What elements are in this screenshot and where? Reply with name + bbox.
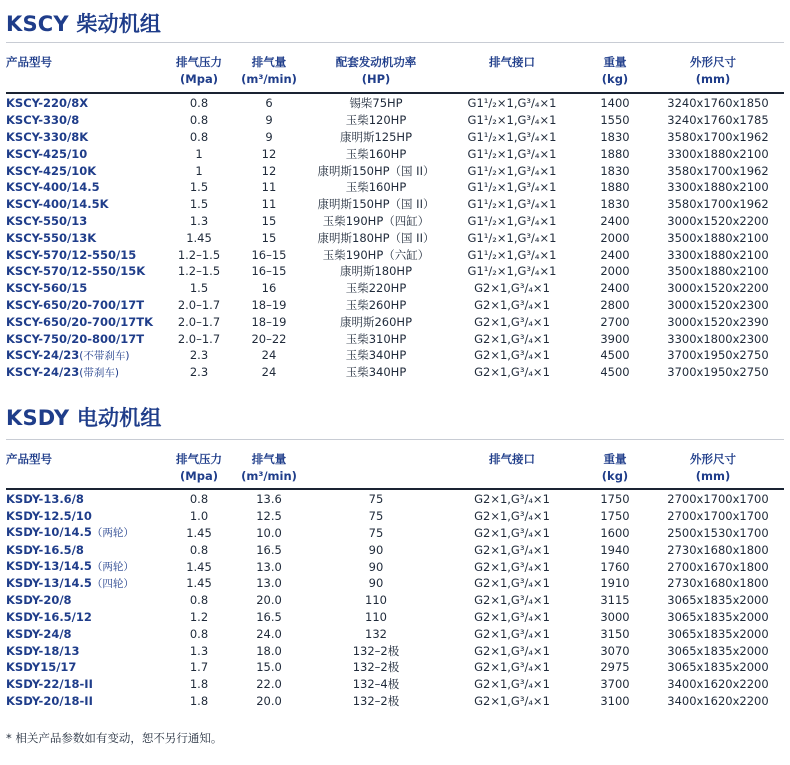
- table-row: [6, 347, 784, 364]
- model-code: KSDY-24/8: [6, 626, 72, 641]
- cell-size: 2700x1700x1700: [667, 492, 769, 507]
- model-code: KSCY-570/12-550/15: [6, 247, 137, 262]
- cell-outlet: G2×1,G³/₄×1: [474, 593, 550, 608]
- cell-flow: 15.0: [256, 660, 282, 675]
- cell-weight: 2975: [600, 660, 630, 675]
- cell-size: 3000x1520x2300: [667, 297, 769, 312]
- cell-flow: 6: [265, 96, 273, 111]
- header-size: 外形尺寸 (mm): [690, 452, 736, 483]
- header-outlet: 排气接口: [489, 452, 535, 466]
- table-row: [6, 162, 784, 179]
- cell-pressure: 2.0–1.7: [177, 314, 221, 329]
- cell-size: 2730x1680x1800: [667, 542, 769, 557]
- cell-model: [6, 280, 166, 297]
- cell-size: 3500x1880x2100: [667, 264, 769, 279]
- cell-power: 康明斯125HP: [339, 129, 413, 144]
- cell-outlet: G1¹/₂×1,G³/₄×1: [467, 129, 557, 144]
- cell-power: 132–2极: [352, 660, 400, 675]
- cell-weight: 1600: [600, 525, 630, 540]
- table-row: [6, 246, 784, 263]
- cell-size: 3700x1950x2750: [667, 365, 769, 380]
- cell-size: 3000x1520x2200: [667, 281, 769, 296]
- table-row: [6, 263, 784, 280]
- cell-outlet: G1¹/₂×1,G³/₄×1: [467, 197, 557, 212]
- cell-flow: 12.5: [256, 509, 282, 524]
- cell-weight: 2400: [600, 281, 630, 296]
- model-code: KSCY-24/23: [6, 347, 80, 362]
- cell-pressure: 2.3: [189, 365, 209, 380]
- cell-pressure: 0.8: [189, 492, 209, 507]
- cell-size: 3000x1520x2390: [667, 314, 769, 329]
- table-row: [6, 364, 784, 381]
- cell-weight: 3000: [600, 609, 630, 624]
- cell-power: 132–2极: [352, 643, 400, 658]
- cell-power: 132–2极: [352, 693, 400, 708]
- header-pressure: 排气压力 (Mpa): [176, 452, 222, 483]
- cell-pressure: 1: [195, 163, 203, 178]
- cell-weight: 2000: [600, 264, 630, 279]
- cell-power: 90: [368, 542, 384, 557]
- model-code: KSCY-24/23: [6, 364, 80, 379]
- cell-model: [6, 313, 166, 330]
- header-flow: 排气量 (m³/min): [241, 452, 297, 483]
- cell-pressure: 1: [195, 146, 203, 161]
- cell-flow: 16–15: [251, 264, 287, 279]
- cell-power: 玉柴340HP: [345, 348, 407, 363]
- table-row: [6, 280, 784, 297]
- cell-size: 3065x1835x2000: [667, 660, 769, 675]
- cell-model: [6, 179, 166, 196]
- cell-outlet: G1¹/₂×1,G³/₄×1: [467, 146, 557, 161]
- cell-weight: 3070: [600, 643, 630, 658]
- model-note: (带刹车): [79, 366, 119, 379]
- header-rule: [6, 92, 784, 94]
- cell-pressure: 1.7: [189, 660, 209, 675]
- cell-model: [6, 642, 166, 659]
- cell-flow: 20–22: [251, 331, 287, 346]
- cell-model: [6, 508, 166, 525]
- cell-outlet: G2×1,G³/₄×1: [474, 693, 550, 708]
- table-row: [6, 592, 784, 609]
- cell-size: 3700x1950x2750: [667, 348, 769, 363]
- cell-pressure: 0.8: [189, 96, 209, 111]
- cell-weight: 1750: [600, 509, 630, 524]
- cell-power: 康明斯150HP（国 II）: [317, 197, 435, 212]
- cell-model: [6, 229, 166, 246]
- model-code: KSDY-13/14.5: [6, 575, 92, 590]
- cell-outlet: G1¹/₂×1,G³/₄×1: [467, 264, 557, 279]
- cell-weight: 2400: [600, 213, 630, 228]
- cell-power: 康明斯260HP: [339, 314, 413, 329]
- cell-flow: 16.5: [256, 542, 282, 557]
- table-row: [6, 213, 784, 230]
- cell-size: 3580x1700x1962: [667, 163, 769, 178]
- cell-outlet: G2×1,G³/₄×1: [474, 314, 550, 329]
- cell-model: [6, 592, 166, 609]
- cell-outlet: G2×1,G³/₄×1: [474, 559, 550, 574]
- cell-model: [6, 609, 166, 626]
- header-flow: 排气量 (m³/min): [241, 55, 297, 86]
- cell-pressure: 2.0–1.7: [177, 331, 221, 346]
- model-code: KSCY-560/15: [6, 281, 88, 296]
- model-code: KSCY-220/8X: [6, 96, 89, 111]
- cell-pressure: 1.5: [189, 281, 209, 296]
- cell-weight: 4500: [600, 365, 630, 380]
- cell-pressure: 1.2: [189, 609, 209, 624]
- model-code: KSCY-425/10K: [6, 163, 97, 178]
- model-code: KSCY-425/10: [6, 146, 88, 161]
- cell-model: [6, 659, 166, 676]
- model-code: KSCY-550/13K: [6, 230, 97, 245]
- cell-flow: 24.0: [256, 626, 282, 641]
- cell-weight: 4500: [600, 348, 630, 363]
- cell-pressure: 1.8: [189, 677, 209, 692]
- cell-flow: 12: [261, 163, 277, 178]
- cell-pressure: 0.8: [189, 593, 209, 608]
- cell-flow: 13.6: [256, 492, 282, 507]
- model-code: KSDY-16.5/8: [6, 542, 84, 557]
- cell-weight: 1910: [600, 576, 630, 591]
- cell-flow: 10.0: [256, 525, 282, 540]
- cell-power: 玉柴260HP: [345, 297, 407, 312]
- cell-size: 2500x1530x1700: [667, 525, 769, 540]
- cell-power: 玉柴220HP: [345, 281, 407, 296]
- cell-weight: 3115: [600, 593, 630, 608]
- cell-power: 锡柴75HP: [349, 96, 403, 111]
- cell-size: 2700x1670x1800: [667, 559, 769, 574]
- cell-weight: 3700: [600, 677, 630, 692]
- cell-size: 3240x1760x1785: [667, 113, 769, 128]
- cell-pressure: 1.45: [186, 576, 212, 591]
- model-code: KSCY-550/13: [6, 213, 88, 228]
- model-code: KSDY-20/18-II: [6, 693, 93, 708]
- table-row: [6, 642, 784, 659]
- cell-size: 3240x1760x1850: [667, 96, 769, 111]
- cell-power: 玉柴120HP: [345, 113, 407, 128]
- model-code: KSDY15/17: [6, 660, 77, 675]
- model-note: （两轮）: [91, 527, 134, 540]
- cell-size: 3580x1700x1962: [667, 197, 769, 212]
- table-row: [6, 625, 784, 642]
- cell-power: 75: [368, 492, 384, 507]
- cell-weight: 1750: [600, 492, 630, 507]
- cell-model: [6, 196, 166, 213]
- cell-pressure: 1.45: [186, 525, 212, 540]
- cell-pressure: 1.2–1.5: [177, 264, 221, 279]
- cell-model: [6, 246, 166, 263]
- cell-power: 玉柴190HP（六缸）: [322, 247, 430, 262]
- cell-outlet: G2×1,G³/₄×1: [474, 677, 550, 692]
- cell-weight: 2700: [600, 314, 630, 329]
- cell-flow: 24: [261, 348, 277, 363]
- model-code: KSCY-650/20-700/17T: [6, 297, 145, 312]
- model-note: （两轮）: [91, 561, 134, 574]
- cell-power: 90: [368, 576, 384, 591]
- cell-flow: 20.0: [256, 593, 282, 608]
- model-code: KSDY-12.5/10: [6, 509, 92, 524]
- section-title-kscy: KSCY 柴动机组: [6, 12, 162, 36]
- table-row: [6, 693, 784, 710]
- header-model: 产品型号: [6, 55, 52, 69]
- cell-flow: 16.5: [256, 609, 282, 624]
- cell-size: 3400x1620x2200: [667, 693, 769, 708]
- cell-model: [6, 693, 166, 710]
- table-row: [6, 575, 784, 592]
- cell-pressure: 0.8: [189, 626, 209, 641]
- cell-outlet: G2×1,G³/₄×1: [474, 626, 550, 641]
- cell-size: 3500x1880x2100: [667, 230, 769, 245]
- cell-model: [6, 213, 166, 230]
- table-row: [6, 558, 784, 575]
- table-row: [6, 229, 784, 246]
- cell-weight: 1880: [600, 146, 630, 161]
- cell-weight: 1880: [600, 180, 630, 195]
- cell-size: 3065x1835x2000: [667, 626, 769, 641]
- section-divider: [6, 42, 784, 43]
- cell-outlet: G2×1,G³/₄×1: [474, 348, 550, 363]
- cell-outlet: G2×1,G³/₄×1: [474, 609, 550, 624]
- section-title-ksdy: KSDY 电动机组: [6, 406, 162, 430]
- cell-model: [6, 676, 166, 693]
- table-row: [6, 95, 784, 112]
- table-row: [6, 541, 784, 558]
- cell-outlet: G1¹/₂×1,G³/₄×1: [467, 230, 557, 245]
- model-code: KSDY-10/14.5: [6, 525, 92, 540]
- cell-flow: 18–19: [251, 297, 287, 312]
- cell-size: 3300x1880x2100: [667, 146, 769, 161]
- cell-outlet: G2×1,G³/₄×1: [474, 281, 550, 296]
- cell-power: 110: [365, 593, 387, 608]
- cell-outlet: G2×1,G³/₄×1: [474, 297, 550, 312]
- footnote: * 相关产品参数如有变动，恕不另行通知。: [6, 731, 223, 745]
- model-code: KSDY-13/14.5: [6, 559, 92, 574]
- table-row: [6, 313, 784, 330]
- cell-pressure: 0.8: [189, 113, 209, 128]
- table-row: [6, 659, 784, 676]
- header-size: 外形尺寸 (mm): [690, 55, 736, 86]
- cell-weight: 2000: [600, 230, 630, 245]
- cell-weight: 1760: [600, 559, 630, 574]
- cell-weight: 1400: [600, 96, 630, 111]
- cell-size: 2700x1700x1700: [667, 509, 769, 524]
- cell-outlet: G2×1,G³/₄×1: [474, 331, 550, 346]
- cell-model: [6, 491, 166, 508]
- cell-flow: 9: [265, 129, 273, 144]
- cell-size: 3400x1620x2200: [667, 677, 769, 692]
- cell-size: 3300x1800x2300: [667, 331, 769, 346]
- cell-outlet: G1¹/₂×1,G³/₄×1: [467, 213, 557, 228]
- cell-outlet: G1¹/₂×1,G³/₄×1: [467, 247, 557, 262]
- model-code: KSCY-750/20-800/17T: [6, 331, 145, 346]
- cell-weight: 1830: [600, 163, 630, 178]
- model-code: KSDY-20/8: [6, 593, 72, 608]
- cell-model: [6, 625, 166, 642]
- model-code: KSDY-13.6/8: [6, 492, 84, 507]
- cell-outlet: G1¹/₂×1,G³/₄×1: [467, 96, 557, 111]
- model-code: KSDY-16.5/12: [6, 609, 92, 624]
- cell-pressure: 1.2–1.5: [177, 247, 221, 262]
- cell-weight: 2800: [600, 297, 630, 312]
- cell-weight: 3100: [600, 693, 630, 708]
- cell-weight: 3900: [600, 331, 630, 346]
- cell-pressure: 1.0: [189, 509, 209, 524]
- cell-model: [6, 162, 166, 179]
- cell-size: 3065x1835x2000: [667, 643, 769, 658]
- cell-outlet: G1¹/₂×1,G³/₄×1: [467, 180, 557, 195]
- cell-power: 康明斯180HP（国 II）: [317, 230, 435, 245]
- cell-outlet: G2×1,G³/₄×1: [474, 643, 550, 658]
- model-code: KSCY-650/20-700/17TK: [6, 314, 153, 329]
- cell-power: 75: [368, 509, 384, 524]
- cell-flow: 22.0: [256, 677, 282, 692]
- header-weight: 重量 (kg): [601, 55, 629, 86]
- table-row: [6, 676, 784, 693]
- table-row: [6, 145, 784, 162]
- cell-power: 75: [368, 525, 384, 540]
- cell-weight: 2400: [600, 247, 630, 262]
- cell-flow: 15: [261, 230, 277, 245]
- cell-model: [6, 330, 166, 347]
- cell-model: [6, 95, 166, 112]
- header-rule: [6, 488, 784, 490]
- header-model: 产品型号: [6, 452, 52, 466]
- cell-outlet: G1¹/₂×1,G³/₄×1: [467, 163, 557, 178]
- cell-power: 康明斯150HP（国 II）: [317, 163, 435, 178]
- cell-power: 玉柴160HP: [345, 180, 407, 195]
- model-code: KSCY-330/8K: [6, 129, 89, 144]
- table-row: [6, 196, 784, 213]
- cell-model: [6, 558, 166, 575]
- model-code: KSCY-330/8: [6, 113, 80, 128]
- cell-power: 90: [368, 559, 384, 574]
- cell-flow: 16–15: [251, 247, 287, 262]
- cell-flow: 13.0: [256, 559, 282, 574]
- model-code: KSDY-18/13: [6, 643, 80, 658]
- cell-power: 康明斯180HP: [339, 264, 413, 279]
- cell-pressure: 1.5: [189, 197, 209, 212]
- header-weight: 重量 (kg): [601, 452, 629, 483]
- cell-pressure: 0.8: [189, 129, 209, 144]
- cell-model: [6, 297, 166, 314]
- cell-flow: 18–19: [251, 314, 287, 329]
- ksdy-table: [6, 491, 784, 709]
- cell-model: [6, 347, 166, 364]
- cell-outlet: G2×1,G³/₄×1: [474, 660, 550, 675]
- header-power: 配套发动机功率 (HP): [335, 55, 417, 86]
- cell-power: 玉柴340HP: [345, 365, 407, 380]
- table-row: [6, 609, 784, 626]
- table-row: [6, 179, 784, 196]
- cell-outlet: G2×1,G³/₄×1: [474, 525, 550, 540]
- table-row: [6, 525, 784, 542]
- cell-power: 玉柴310HP: [345, 331, 407, 346]
- cell-power: 132–4极: [352, 677, 400, 692]
- cell-pressure: 1.8: [189, 693, 209, 708]
- table-row: [6, 297, 784, 314]
- cell-flow: 18.0: [256, 643, 282, 658]
- cell-flow: 12: [261, 146, 277, 161]
- cell-weight: 1550: [600, 113, 630, 128]
- cell-pressure: 1.3: [189, 213, 209, 228]
- cell-model: [6, 525, 166, 542]
- cell-flow: 9: [265, 113, 273, 128]
- table-row: [6, 330, 784, 347]
- header-pressure: 排气压力 (Mpa): [176, 55, 222, 86]
- cell-size: 3300x1880x2100: [667, 247, 769, 262]
- cell-pressure: 0.8: [189, 542, 209, 557]
- cell-size: 2730x1680x1800: [667, 576, 769, 591]
- cell-outlet: G2×1,G³/₄×1: [474, 365, 550, 380]
- model-code: KSCY-400/14.5K: [6, 197, 109, 212]
- cell-weight: 1830: [600, 129, 630, 144]
- cell-power: 110: [365, 609, 387, 624]
- cell-size: 3300x1880x2100: [667, 180, 769, 195]
- cell-model: [6, 263, 166, 280]
- cell-power: 玉柴190HP（四缸）: [322, 213, 430, 228]
- cell-flow: 13.0: [256, 576, 282, 591]
- cell-pressure: 1.45: [186, 230, 212, 245]
- cell-model: [6, 364, 166, 381]
- table-row: [6, 112, 784, 129]
- cell-model: [6, 145, 166, 162]
- cell-weight: 1830: [600, 197, 630, 212]
- cell-outlet: G2×1,G³/₄×1: [474, 576, 550, 591]
- kscy-table: [6, 95, 784, 381]
- table-row: [6, 129, 784, 146]
- cell-outlet: G2×1,G³/₄×1: [474, 542, 550, 557]
- model-note: （四轮）: [91, 577, 134, 590]
- cell-flow: 11: [261, 197, 277, 212]
- cell-power: 玉柴160HP: [345, 146, 407, 161]
- cell-size: 3065x1835x2000: [667, 593, 769, 608]
- cell-outlet: G2×1,G³/₄×1: [474, 509, 550, 524]
- table-row: [6, 491, 784, 508]
- cell-model: [6, 129, 166, 146]
- model-code: KSCY-570/12-550/15K: [6, 264, 146, 279]
- model-code: KSCY-400/14.5: [6, 180, 100, 195]
- table-row: [6, 508, 784, 525]
- section-divider: [6, 439, 784, 440]
- cell-model: [6, 575, 166, 592]
- cell-power: 132: [365, 626, 387, 641]
- cell-model: [6, 541, 166, 558]
- cell-pressure: 2.0–1.7: [177, 297, 221, 312]
- cell-flow: 16: [261, 281, 277, 296]
- cell-size: 3065x1835x2000: [667, 609, 769, 624]
- cell-size: 3580x1700x1962: [667, 129, 769, 144]
- model-code: KSDY-22/18-II: [6, 677, 93, 692]
- cell-weight: 1940: [600, 542, 630, 557]
- cell-pressure: 1.3: [189, 643, 209, 658]
- cell-flow: 11: [261, 180, 277, 195]
- header-outlet: 排气接口: [489, 55, 535, 69]
- cell-weight: 3150: [600, 626, 630, 641]
- cell-flow: 20.0: [256, 693, 282, 708]
- cell-pressure: 1.5: [189, 180, 209, 195]
- cell-model: [6, 112, 166, 129]
- cell-pressure: 1.45: [186, 559, 212, 574]
- model-note: (不带刹车): [79, 349, 130, 362]
- cell-pressure: 2.3: [189, 348, 209, 363]
- cell-size: 3000x1520x2200: [667, 213, 769, 228]
- cell-outlet: G1¹/₂×1,G³/₄×1: [467, 113, 557, 128]
- cell-outlet: G2×1,G³/₄×1: [474, 492, 550, 507]
- cell-flow: 24: [261, 365, 277, 380]
- cell-flow: 15: [261, 213, 277, 228]
